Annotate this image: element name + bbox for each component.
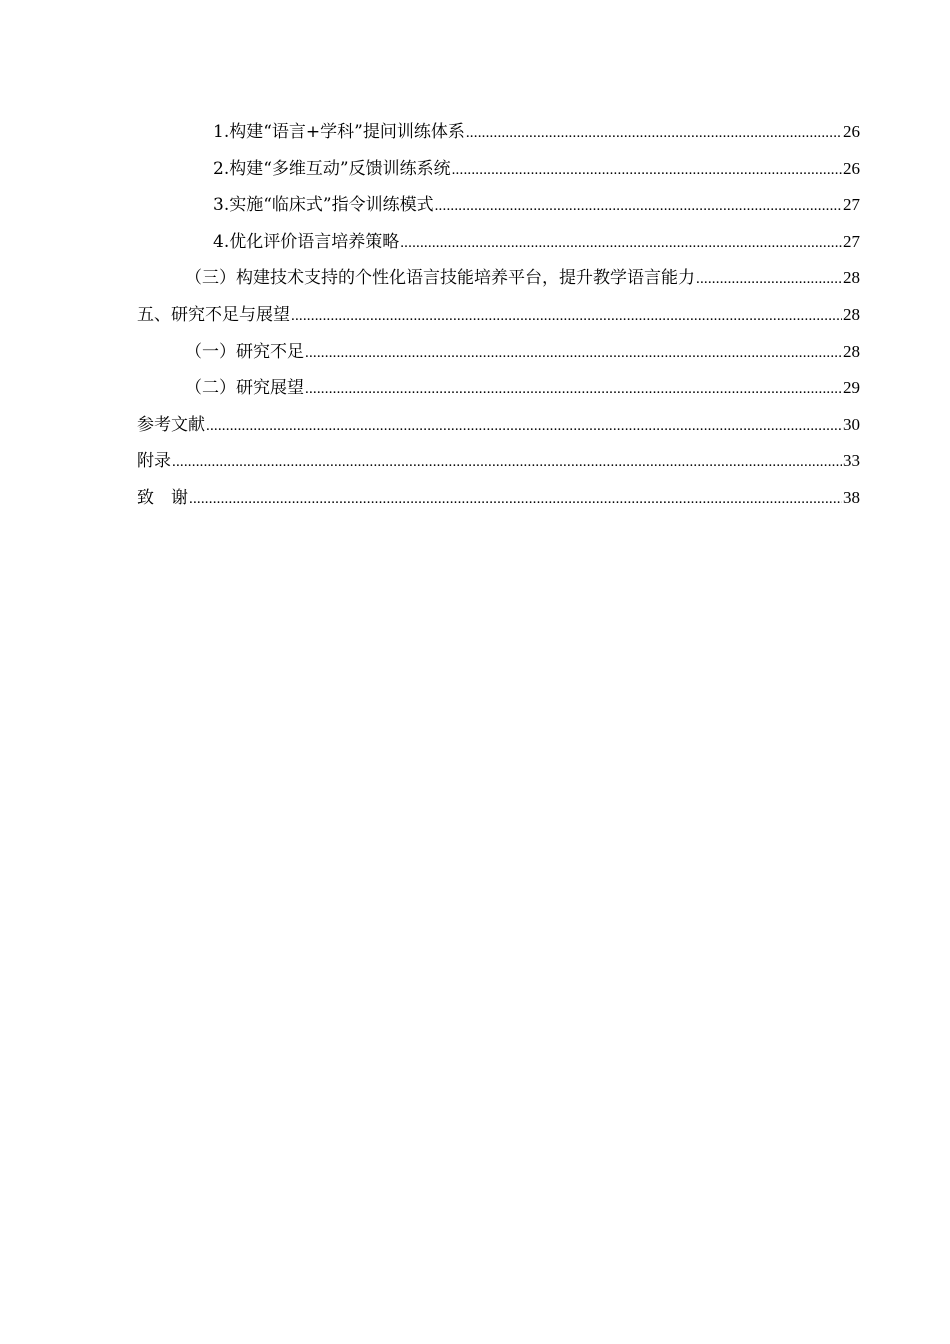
toc-dot-leader [400,225,842,262]
table-of-contents [137,114,860,517]
toc-entry[interactable] [137,224,860,261]
toc-entry-page: 28 [843,268,860,288]
toc-entry-page: 28 [843,304,860,324]
toc-entry-title: 附录 [137,451,171,472]
toc-entry[interactable] [137,260,860,297]
toc-dot-leader [189,481,842,518]
toc-dot-leader [435,188,842,225]
toc-entry-title: （一）研究不足 [185,341,304,362]
toc-entry[interactable] [137,407,860,444]
toc-dot-leader [291,298,842,335]
toc-dot-leader [452,152,842,189]
toc-dot-leader [466,115,842,152]
toc-entry-title: 3.实施“临床式”指令训练模式 [213,195,434,216]
toc-entry-page: 26 [843,122,860,141]
toc-entry-page: 33 [843,451,860,471]
toc-entry-page: 27 [843,231,860,251]
toc-entry-title: 1.构建“语言+学科”提问训练体系 [213,122,465,142]
toc-dot-leader [305,371,842,408]
toc-entry[interactable] [137,334,860,371]
toc-dot-leader [172,444,842,481]
toc-entry-page: 26 [843,158,860,178]
toc-entry[interactable] [137,297,860,334]
toc-entry-title: 2.构建“多维互动”反馈训练系统 [213,158,451,179]
toc-entry[interactable] [137,480,860,517]
toc-dot-leader [305,335,842,372]
toc-entry-title: 参考文献 [137,414,205,435]
toc-entry[interactable] [137,151,860,188]
toc-entry[interactable] [137,114,860,151]
toc-entry-title: 4.优化评价语言培养策略 [213,231,400,252]
toc-entry-page: 38 [843,487,860,507]
toc-entry[interactable] [137,443,860,480]
toc-entry-page: 28 [843,341,860,361]
toc-entry[interactable] [137,370,860,407]
toc-dot-leader [696,261,842,298]
toc-dot-leader [206,408,842,445]
toc-entry-title: （三）构建技术支持的个性化语言技能培养平台，提升教学语言能力 [185,268,695,289]
toc-entry-page: 30 [843,414,860,434]
toc-entry-title: （二）研究展望 [185,378,304,399]
toc-entry-title: 致 谢 [137,487,188,508]
toc-entry[interactable] [137,187,860,224]
toc-entry-page: 27 [843,195,860,215]
toc-entry-title: 五、研究不足与展望 [137,304,290,325]
toc-entry-page: 29 [843,378,860,398]
